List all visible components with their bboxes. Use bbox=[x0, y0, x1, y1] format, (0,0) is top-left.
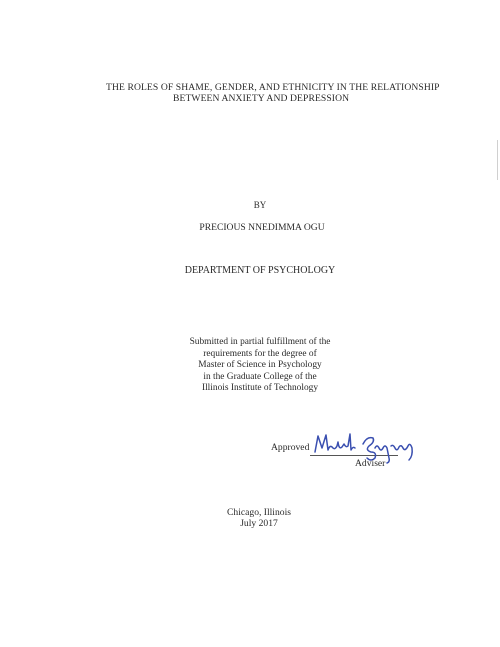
place-and-date bbox=[9, 507, 500, 529]
thesis-title-line-1: THE ROLES OF SHAME, GENDER, AND ETHNICITY IN THE RELATIONSHIP bbox=[106, 82, 440, 93]
department-name: DEPARTMENT OF PSYCHOLOGY bbox=[184, 265, 336, 276]
submission-line: Master of Science in Psychology bbox=[198, 360, 322, 371]
approval-block bbox=[271, 434, 431, 474]
page-edge-mark bbox=[497, 140, 498, 180]
submission-statement bbox=[10, 337, 500, 395]
submission-line: requirements for the degree of bbox=[203, 348, 317, 359]
submission-line: Submitted in partial fulfillment of the bbox=[189, 337, 331, 347]
author-name: PRECIOUS NNEDIMMA OGU bbox=[199, 222, 325, 233]
advisor-label: Adviser bbox=[355, 458, 386, 469]
approved-label: Approved bbox=[271, 442, 310, 453]
submission-line: in the Graduate College of the bbox=[203, 371, 317, 382]
thesis-title-line-2: BETWEEN ANXIETY AND DEPRESSION bbox=[173, 93, 350, 104]
location-text: Chicago, Illinois bbox=[227, 507, 291, 518]
submission-line: Illinois Institute of Technology bbox=[201, 383, 319, 394]
date-text: July 2017 bbox=[240, 518, 278, 529]
by-label: BY bbox=[253, 200, 267, 210]
